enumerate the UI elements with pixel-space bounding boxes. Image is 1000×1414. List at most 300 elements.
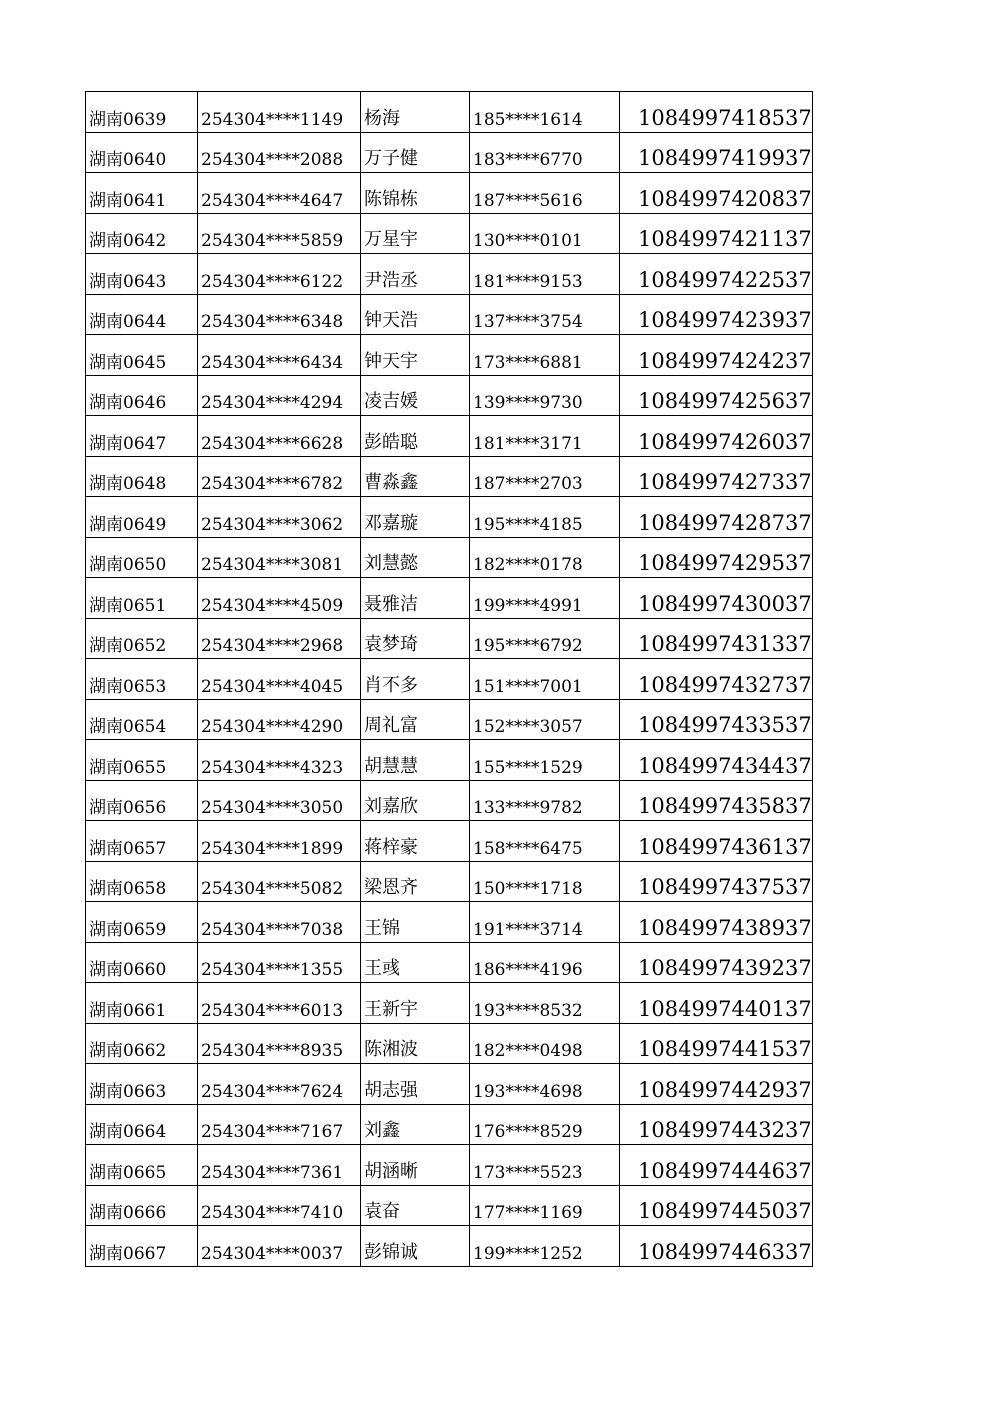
cell-code-text: 湖南0655 xyxy=(89,757,167,778)
cell-name xyxy=(361,942,470,983)
cell-id-number-text: 254304****0037 xyxy=(201,1243,344,1264)
table-row xyxy=(86,173,813,214)
cell-code xyxy=(86,659,198,700)
table-row xyxy=(86,942,813,983)
cell-code xyxy=(86,578,198,619)
cell-phone xyxy=(470,821,620,862)
cell-code xyxy=(86,1023,198,1064)
cell-id-number-text: 254304****8935 xyxy=(201,1041,344,1061)
cell-code-text: 湖南0658 xyxy=(89,879,167,899)
cell-phone-text: 186****4196 xyxy=(473,960,583,980)
cell-phone xyxy=(470,1064,620,1105)
cell-tracking-number-text: 1084997434437 xyxy=(638,753,812,778)
cell-id-number xyxy=(198,375,361,416)
table-row xyxy=(86,92,813,133)
cell-id-number xyxy=(198,983,361,1024)
cell-phone xyxy=(470,659,620,700)
cell-code-text: 湖南0645 xyxy=(89,352,167,373)
cell-phone-text: 133****9782 xyxy=(473,798,583,818)
cell-code-text: 湖南0657 xyxy=(89,838,167,859)
cell-phone xyxy=(470,173,620,214)
table-row xyxy=(86,213,813,254)
cell-phone xyxy=(470,1185,620,1226)
cell-name xyxy=(361,213,470,254)
cell-tracking-number xyxy=(620,173,813,214)
cell-id-number-text: 254304****6434 xyxy=(201,352,344,373)
cell-id-number-text: 254304****1899 xyxy=(201,838,344,859)
cell-code-text: 湖南0646 xyxy=(89,393,167,413)
cell-name xyxy=(361,780,470,821)
cell-tracking-number xyxy=(620,578,813,619)
cell-phone-text: 130****0101 xyxy=(473,231,583,251)
cell-name xyxy=(361,254,470,295)
cell-id-number xyxy=(198,335,361,376)
table-row xyxy=(86,132,813,173)
table-row xyxy=(86,254,813,295)
cell-tracking-number-text: 1084997426037 xyxy=(638,429,812,454)
table-row xyxy=(86,1023,813,1064)
cell-tracking-number-text: 1084997439237 xyxy=(638,956,812,980)
cell-phone xyxy=(470,578,620,619)
cell-name xyxy=(361,92,470,133)
cell-tracking-number xyxy=(620,983,813,1024)
cell-phone xyxy=(470,861,620,902)
cell-code-text: 湖南0643 xyxy=(89,271,167,292)
cell-name-text: 王锦 xyxy=(364,917,400,939)
cell-code xyxy=(86,740,198,781)
cell-phone xyxy=(470,1226,620,1267)
cell-id-number-text: 254304****6013 xyxy=(201,1000,344,1021)
cell-name-text: 刘慧懿 xyxy=(364,553,418,574)
cell-code-text: 湖南0665 xyxy=(89,1162,167,1183)
cell-code-text: 湖南0662 xyxy=(89,1041,167,1061)
cell-phone xyxy=(470,254,620,295)
cell-name-text: 钟天浩 xyxy=(364,310,418,331)
cell-name-text: 刘鑫 xyxy=(364,1120,400,1141)
cell-code-text: 湖南0651 xyxy=(89,595,167,616)
cell-phone xyxy=(470,699,620,740)
cell-code-text: 湖南0666 xyxy=(89,1203,167,1223)
cell-tracking-number-text: 1084997429537 xyxy=(638,551,812,575)
cell-code xyxy=(86,213,198,254)
cell-tracking-number xyxy=(620,92,813,133)
cell-name xyxy=(361,1104,470,1145)
cell-id-number xyxy=(198,699,361,740)
cell-tracking-number-text: 1084997442937 xyxy=(638,1077,812,1102)
cell-name-text: 肖不多 xyxy=(364,674,418,696)
table-row xyxy=(86,416,813,457)
cell-name-text: 梁恩齐 xyxy=(364,877,418,898)
table-row xyxy=(86,294,813,335)
cell-code-text: 湖南0661 xyxy=(89,1000,167,1021)
cell-tracking-number xyxy=(620,497,813,538)
table-row xyxy=(86,1145,813,1186)
cell-id-number xyxy=(198,1145,361,1186)
cell-id-number xyxy=(198,659,361,700)
cell-tracking-number-text: 1084997422537 xyxy=(638,267,812,292)
cell-tracking-number-text: 1084997428737 xyxy=(638,510,812,535)
cell-name-text: 尹浩丞 xyxy=(364,269,418,291)
cell-tracking-number-text: 1084997433537 xyxy=(638,713,812,737)
cell-tracking-number xyxy=(620,1023,813,1064)
cell-id-number xyxy=(198,294,361,335)
cell-tracking-number xyxy=(620,213,813,254)
cell-id-number-text: 254304****7361 xyxy=(201,1162,344,1183)
cell-name xyxy=(361,456,470,497)
cell-phone-text: 182****0498 xyxy=(473,1041,583,1061)
cell-name-text: 周礼富 xyxy=(364,715,418,736)
cell-name-text: 彭皓聪 xyxy=(364,431,418,453)
cell-tracking-number xyxy=(620,659,813,700)
table-row xyxy=(86,618,813,659)
cell-phone-text: 152****3057 xyxy=(473,717,583,737)
cell-id-number-text: 254304****3081 xyxy=(201,555,344,575)
cell-code-text: 湖南0639 xyxy=(89,109,167,130)
cell-code xyxy=(86,1226,198,1267)
cell-tracking-number xyxy=(620,902,813,943)
cell-phone-text: 191****3714 xyxy=(473,919,583,940)
table-body xyxy=(86,92,813,1267)
cell-phone xyxy=(470,1145,620,1186)
cell-code xyxy=(86,942,198,983)
table-row xyxy=(86,740,813,781)
cell-code-text: 湖南0640 xyxy=(89,150,167,170)
cell-name xyxy=(361,902,470,943)
cell-name xyxy=(361,1185,470,1226)
cell-phone-text: 187****2703 xyxy=(473,474,583,494)
cell-phone xyxy=(470,416,620,457)
cell-tracking-number-text: 1084997430037 xyxy=(638,591,812,616)
cell-code-text: 湖南0647 xyxy=(89,433,167,454)
cell-name xyxy=(361,537,470,578)
cell-tracking-number xyxy=(620,456,813,497)
table-row xyxy=(86,1185,813,1226)
table-row xyxy=(86,699,813,740)
cell-code-text: 湖南0660 xyxy=(89,960,167,980)
cell-tracking-number-text: 1084997420837 xyxy=(638,186,812,211)
cell-name xyxy=(361,132,470,173)
cell-name xyxy=(361,740,470,781)
cell-phone xyxy=(470,213,620,254)
cell-phone-text: 199****4991 xyxy=(473,595,583,616)
cell-code-text: 湖南0649 xyxy=(89,514,167,535)
cell-phone xyxy=(470,1104,620,1145)
cell-name xyxy=(361,335,470,376)
cell-name-text: 陈锦栋 xyxy=(364,188,418,210)
cell-name xyxy=(361,983,470,1024)
cell-id-number-text: 254304****4647 xyxy=(201,190,344,211)
cell-phone-text: 155****1529 xyxy=(473,757,583,778)
cell-id-number-text: 254304****3050 xyxy=(201,798,344,818)
cell-name-text: 袁梦琦 xyxy=(364,634,418,655)
cell-code xyxy=(86,294,198,335)
table-row xyxy=(86,1226,813,1267)
cell-name-text: 钟天宇 xyxy=(364,350,418,372)
cell-id-number xyxy=(198,1226,361,1267)
cell-code-text: 湖南0663 xyxy=(89,1081,167,1102)
cell-code xyxy=(86,497,198,538)
cell-id-number-text: 254304****6628 xyxy=(201,433,344,454)
cell-code-text: 湖南0664 xyxy=(89,1122,167,1142)
cell-phone-text: 158****6475 xyxy=(473,838,583,859)
cell-id-number-text: 254304****7410 xyxy=(201,1203,344,1223)
cell-code xyxy=(86,618,198,659)
cell-phone xyxy=(470,780,620,821)
cell-code xyxy=(86,861,198,902)
table-row xyxy=(86,1104,813,1145)
cell-code xyxy=(86,132,198,173)
cell-phone xyxy=(470,618,620,659)
cell-name-text: 胡涵晰 xyxy=(364,1160,418,1182)
cell-code xyxy=(86,335,198,376)
table-row xyxy=(86,780,813,821)
cell-phone-text: 185****1614 xyxy=(473,109,583,130)
cell-name xyxy=(361,1145,470,1186)
cell-phone-text: 176****8529 xyxy=(473,1122,583,1142)
cell-id-number-text: 254304****4294 xyxy=(201,393,344,413)
cell-code-text: 湖南0642 xyxy=(89,231,167,251)
cell-id-number xyxy=(198,740,361,781)
cell-code-text: 湖南0653 xyxy=(89,676,167,697)
cell-phone-text: 187****5616 xyxy=(473,190,583,211)
cell-code xyxy=(86,1145,198,1186)
cell-phone xyxy=(470,92,620,133)
cell-id-number xyxy=(198,1104,361,1145)
cell-phone xyxy=(470,497,620,538)
cell-id-number xyxy=(198,173,361,214)
cell-code xyxy=(86,173,198,214)
cell-id-number xyxy=(198,497,361,538)
cell-tracking-number xyxy=(620,416,813,457)
cell-phone-text: 182****0178 xyxy=(473,555,583,575)
cell-id-number xyxy=(198,1064,361,1105)
cell-tracking-number-text: 1084997435837 xyxy=(638,794,812,818)
cell-phone xyxy=(470,537,620,578)
cell-code xyxy=(86,821,198,862)
cell-name-text: 刘嘉欣 xyxy=(364,796,418,817)
cell-name xyxy=(361,294,470,335)
cell-id-number-text: 254304****1149 xyxy=(201,109,344,130)
cell-code-text: 湖南0659 xyxy=(89,919,167,940)
cell-name-text: 杨海 xyxy=(364,107,400,129)
cell-id-number-text: 254304****4323 xyxy=(201,757,344,778)
cell-id-number xyxy=(198,1023,361,1064)
data-table xyxy=(85,91,813,1267)
table-row xyxy=(86,537,813,578)
table-row xyxy=(86,821,813,862)
cell-tracking-number-text: 1084997437537 xyxy=(638,875,812,899)
cell-tracking-number-text: 1084997427337 xyxy=(638,470,812,494)
cell-id-number xyxy=(198,618,361,659)
cell-name-text: 曹淼鑫 xyxy=(364,472,418,493)
cell-id-number-text: 254304****4509 xyxy=(201,595,344,616)
cell-id-number xyxy=(198,213,361,254)
cell-name-text: 陈湘波 xyxy=(364,1039,418,1060)
cell-tracking-number-text: 1084997440137 xyxy=(638,996,812,1021)
cell-id-number-text: 254304****7167 xyxy=(201,1122,344,1142)
cell-code xyxy=(86,780,198,821)
cell-code xyxy=(86,537,198,578)
cell-phone xyxy=(470,456,620,497)
cell-phone xyxy=(470,294,620,335)
cell-name xyxy=(361,1064,470,1105)
cell-code-text: 湖南0654 xyxy=(89,717,167,737)
table-row xyxy=(86,578,813,619)
cell-phone-text: 173****5523 xyxy=(473,1162,583,1183)
cell-id-number-text: 254304****6122 xyxy=(201,271,344,292)
cell-name xyxy=(361,578,470,619)
cell-tracking-number xyxy=(620,780,813,821)
cell-name xyxy=(361,1023,470,1064)
cell-name-text: 凌吉媛 xyxy=(364,391,418,412)
cell-tracking-number xyxy=(620,821,813,862)
cell-id-number xyxy=(198,780,361,821)
cell-tracking-number-text: 1084997419937 xyxy=(638,146,812,170)
cell-name xyxy=(361,659,470,700)
cell-phone-text: 181****3171 xyxy=(473,433,583,454)
cell-tracking-number-text: 1084997438937 xyxy=(638,915,812,940)
cell-tracking-number xyxy=(620,942,813,983)
cell-id-number xyxy=(198,132,361,173)
cell-code xyxy=(86,254,198,295)
table-row xyxy=(86,861,813,902)
cell-code xyxy=(86,92,198,133)
cell-phone xyxy=(470,132,620,173)
cell-phone-text: 183****6770 xyxy=(473,150,583,170)
cell-tracking-number xyxy=(620,1226,813,1267)
cell-phone-text: 193****8532 xyxy=(473,1000,583,1021)
cell-id-number-text: 254304****7038 xyxy=(201,919,344,940)
cell-code-text: 湖南0652 xyxy=(89,636,167,656)
cell-id-number-text: 254304****1355 xyxy=(201,960,344,980)
cell-id-number-text: 254304****6348 xyxy=(201,312,344,332)
cell-code-text: 湖南0644 xyxy=(89,312,167,332)
cell-tracking-number-text: 1084997424237 xyxy=(638,348,812,373)
cell-tracking-number-text: 1084997425637 xyxy=(638,389,812,413)
cell-phone-text: 177****1169 xyxy=(473,1203,583,1223)
cell-code-text: 湖南0648 xyxy=(89,474,167,494)
cell-code-text: 湖南0650 xyxy=(89,555,167,575)
cell-name-text: 聂雅洁 xyxy=(364,593,418,615)
cell-id-number-text: 254304****2088 xyxy=(201,150,344,170)
cell-tracking-number xyxy=(620,1104,813,1145)
cell-phone-text: 199****1252 xyxy=(473,1243,583,1264)
cell-name-text: 彭锦诚 xyxy=(364,1241,418,1263)
cell-tracking-number xyxy=(620,537,813,578)
cell-tracking-number xyxy=(620,1064,813,1105)
cell-id-number xyxy=(198,821,361,862)
cell-name-text: 万星宇 xyxy=(364,229,418,250)
cell-name-text: 邓嘉璇 xyxy=(364,512,418,534)
cell-name-text: 万子健 xyxy=(364,148,418,169)
cell-phone xyxy=(470,375,620,416)
cell-name-text: 王彧 xyxy=(364,958,400,979)
cell-name-text: 蒋梓豪 xyxy=(364,836,418,858)
cell-id-number-text: 254304****4290 xyxy=(201,717,344,737)
table-row xyxy=(86,983,813,1024)
cell-tracking-number-text: 1084997423937 xyxy=(638,308,812,332)
cell-name-text: 王新宇 xyxy=(364,998,418,1020)
cell-name xyxy=(361,173,470,214)
cell-id-number xyxy=(198,456,361,497)
cell-id-number-text: 254304****5859 xyxy=(201,231,344,251)
cell-name xyxy=(361,497,470,538)
cell-phone xyxy=(470,740,620,781)
cell-code-text: 湖南0656 xyxy=(89,798,167,818)
cell-tracking-number-text: 1084997443237 xyxy=(638,1118,812,1142)
cell-code xyxy=(86,902,198,943)
cell-tracking-number xyxy=(620,618,813,659)
cell-code xyxy=(86,1104,198,1145)
cell-id-number-text: 254304****7624 xyxy=(201,1081,344,1102)
cell-phone xyxy=(470,942,620,983)
cell-tracking-number-text: 1084997431337 xyxy=(638,632,812,656)
cell-id-number-text: 254304****3062 xyxy=(201,514,344,535)
cell-id-number xyxy=(198,92,361,133)
cell-name xyxy=(361,861,470,902)
cell-tracking-number-text: 1084997421137 xyxy=(638,227,812,251)
cell-phone-text: 151****7001 xyxy=(473,676,583,697)
cell-phone xyxy=(470,902,620,943)
cell-phone-text: 193****4698 xyxy=(473,1081,583,1102)
table-row xyxy=(86,659,813,700)
cell-name-text: 袁奋 xyxy=(364,1201,400,1222)
table-row xyxy=(86,497,813,538)
cell-phone-text: 195****6792 xyxy=(473,636,583,656)
cell-name xyxy=(361,416,470,457)
cell-tracking-number-text: 1084997446337 xyxy=(638,1239,812,1264)
cell-id-number-text: 254304****4045 xyxy=(201,676,344,697)
cell-tracking-number xyxy=(620,1185,813,1226)
cell-id-number-text: 254304****2968 xyxy=(201,636,344,656)
cell-code xyxy=(86,983,198,1024)
cell-id-number xyxy=(198,1185,361,1226)
cell-tracking-number-text: 1084997445037 xyxy=(638,1199,812,1223)
cell-name xyxy=(361,375,470,416)
cell-name xyxy=(361,618,470,659)
cell-phone-text: 195****4185 xyxy=(473,514,583,535)
table-row xyxy=(86,456,813,497)
cell-phone-text: 137****3754 xyxy=(473,312,583,332)
cell-tracking-number-text: 1084997432737 xyxy=(638,672,812,697)
cell-name xyxy=(361,1226,470,1267)
cell-tracking-number xyxy=(620,132,813,173)
cell-code-text: 湖南0641 xyxy=(89,190,167,211)
cell-id-number xyxy=(198,537,361,578)
cell-code xyxy=(86,456,198,497)
cell-phone xyxy=(470,1023,620,1064)
table-row xyxy=(86,902,813,943)
cell-tracking-number xyxy=(620,861,813,902)
cell-id-number xyxy=(198,942,361,983)
cell-id-number xyxy=(198,416,361,457)
cell-code xyxy=(86,699,198,740)
cell-id-number xyxy=(198,254,361,295)
cell-phone-text: 150****1718 xyxy=(473,879,583,899)
cell-code-text: 湖南0667 xyxy=(89,1243,167,1264)
table-row xyxy=(86,375,813,416)
cell-tracking-number-text: 1084997441537 xyxy=(638,1037,812,1061)
cell-name-text: 胡慧慧 xyxy=(364,755,418,777)
cell-id-number xyxy=(198,578,361,619)
table-row xyxy=(86,1064,813,1105)
cell-tracking-number-text: 1084997436137 xyxy=(638,834,812,859)
cell-name xyxy=(361,699,470,740)
cell-id-number-text: 254304****6782 xyxy=(201,474,344,494)
cell-code xyxy=(86,416,198,457)
cell-tracking-number xyxy=(620,254,813,295)
cell-tracking-number xyxy=(620,294,813,335)
